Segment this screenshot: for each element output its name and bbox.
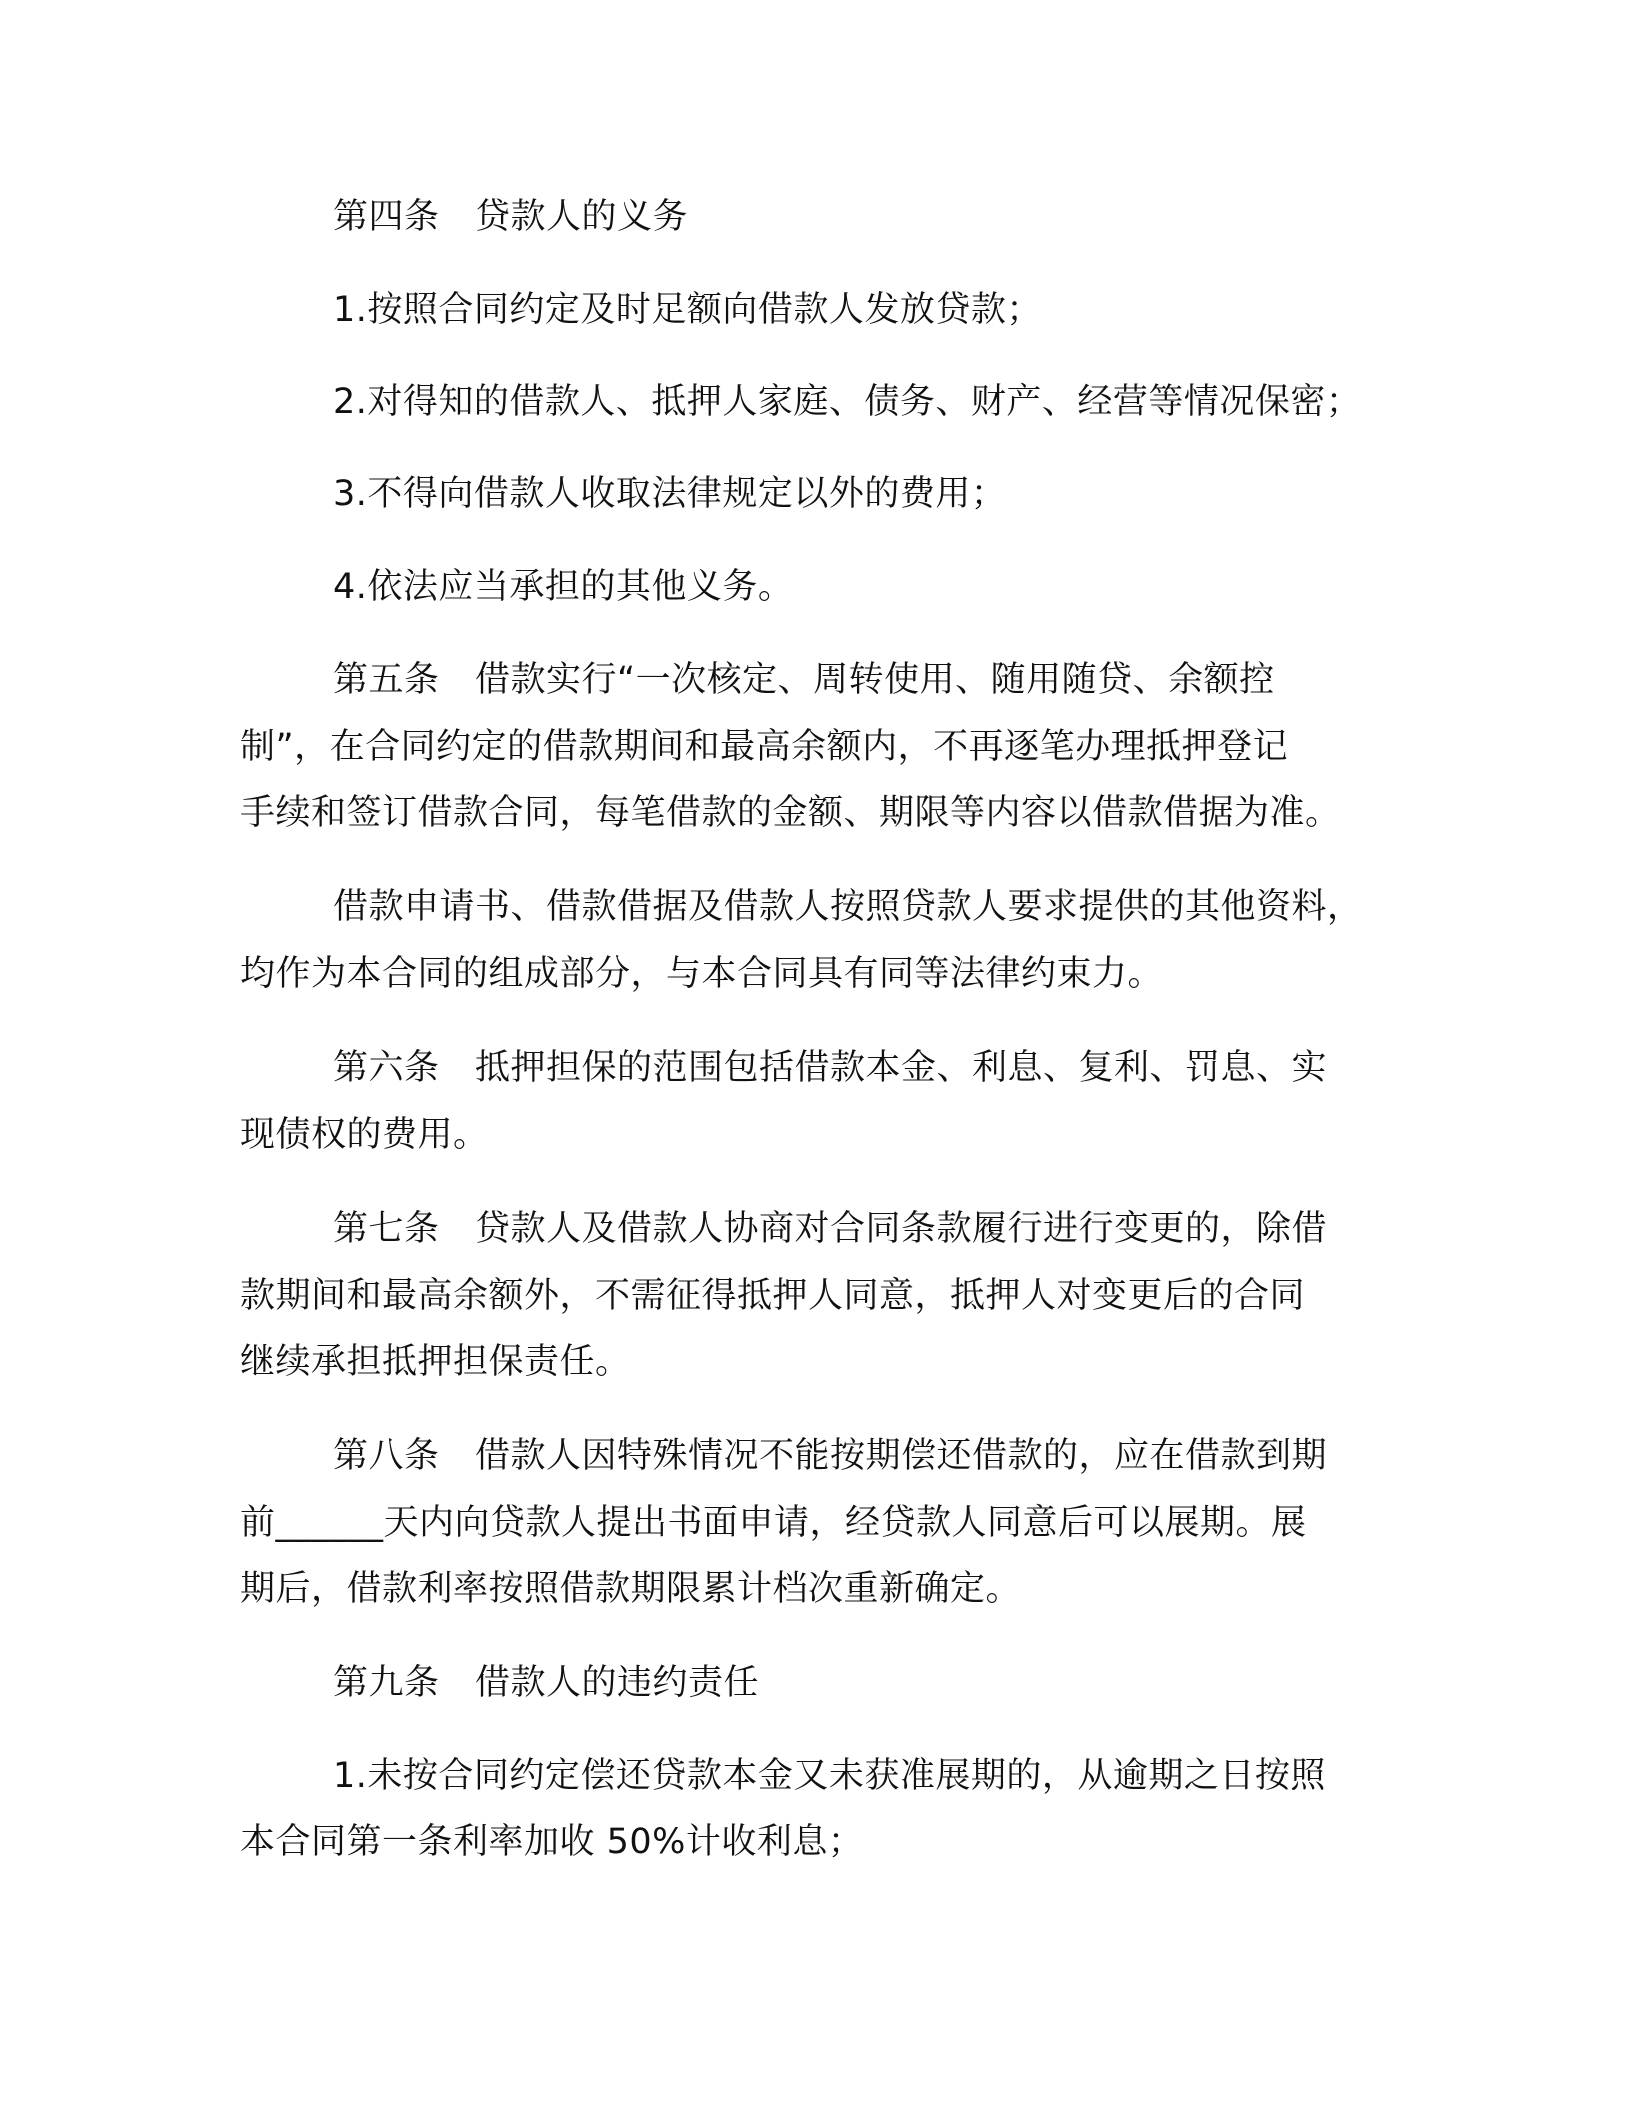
- article-9-item-1-line-2: 本合同第一条利率加收 50%计收利息；: [240, 1822, 864, 1862]
- article-4-heading: 第四条 贷款人的义务: [333, 197, 689, 237]
- article-6-line-1: 第六条 抵押担保的范围包括借款本金、利息、复利、罚息、实: [333, 1048, 1328, 1088]
- article-5-line-1: 第五条 借款实行“一次核定、周转使用、随用随贷、余额控: [333, 660, 1275, 700]
- article-8-line-3: 期后，借款利率按照借款期限累计档次重新确定。: [240, 1569, 1022, 1609]
- article-5-paragraph-2-line-2: 均作为本合同的组成部分，与本合同具有同等法律约束力。: [240, 954, 1164, 994]
- article-5-line-3: 手续和签订借款合同，每笔借款的金额、期限等内容以借款借据为准。: [240, 793, 1341, 833]
- article-5-paragraph-2-line-1: 借款申请书、借款借据及借款人按照贷款人要求提供的其他资料，: [333, 887, 1363, 927]
- article-6-line-2: 现债权的费用。: [240, 1115, 489, 1155]
- article-8-line-2: 前______天内向贷款人提出书面申请，经贷款人同意后可以展期。展: [240, 1503, 1307, 1543]
- article-4-item-1: 1.按照合同约定及时足额向借款人发放贷款；: [333, 290, 1042, 330]
- article-7-line-3: 继续承担抵押担保责任。: [240, 1342, 631, 1382]
- article-4-item-2: 2.对得知的借款人、抵押人家庭、债务、财产、经营等情况保密；: [333, 382, 1362, 422]
- article-4-item-3: 3.不得向借款人收取法律规定以外的费用；: [333, 474, 1007, 514]
- article-4-item-4: 4.依法应当承担的其他义务。: [333, 567, 794, 607]
- article-7-line-2: 款期间和最高余额外，不需征得抵押人同意，抵押人对变更后的合同: [240, 1276, 1306, 1316]
- article-9-item-1-line-1: 1.未按合同约定偿还贷款本金又未获准展期的，从逾期之日按照: [333, 1756, 1326, 1796]
- article-5-line-2: 制”，在合同约定的借款期间和最高余额内，不再逐笔办理抵押登记: [240, 727, 1289, 767]
- article-7-line-1: 第七条 贷款人及借款人协商对合同条款履行进行变更的，除借: [333, 1209, 1328, 1249]
- article-9-heading: 第九条 借款人的违约责任: [333, 1663, 760, 1703]
- article-8-line-1: 第八条 借款人因特殊情况不能按期偿还借款的，应在借款到期: [333, 1436, 1328, 1476]
